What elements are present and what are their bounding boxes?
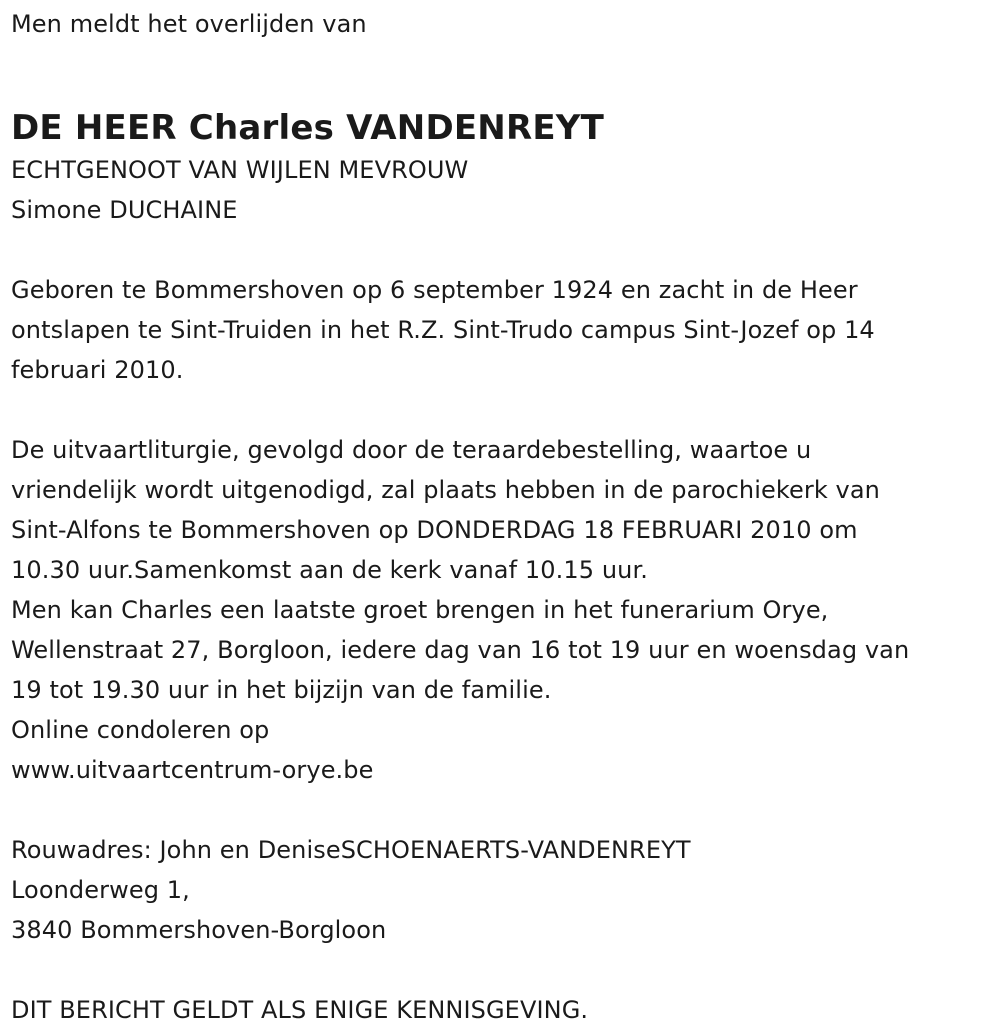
funeral-paragraph <box>11 430 991 790</box>
intro-text: Men meldt het overlijden van <box>11 10 367 38</box>
birth-line: Geboren te Bommershoven op 6 september 1924 en zacht in de Heer <box>11 276 858 304</box>
spacer <box>11 390 991 430</box>
address-line: Rouwadres: John en DeniseSCHOENAERTS-VANDENREYT <box>11 836 691 864</box>
spacer <box>11 790 991 830</box>
funeral-line: 10.30 uur.Samenkomst aan de kerk vanaf 10.15 uur. <box>11 556 648 584</box>
spouse-line-1: ECHTGENOOT VAN WIJLEN MEVROUW <box>11 156 469 184</box>
condolence-label: Online condoleren op <box>11 716 270 744</box>
mourning-address <box>11 830 991 950</box>
spacer <box>11 950 991 990</box>
spacer <box>11 230 991 270</box>
funeral-line: Wellenstraat 27, Borgloon, iedere dag van 16 tot 19 uur en woensdag van <box>11 636 910 664</box>
funeral-line: 19 tot 19.30 uur in het bijzijn van de familie. <box>11 676 552 704</box>
birth-paragraph <box>11 270 991 390</box>
birth-line: ontslapen te Sint-Truiden in het R.Z. Sint-Trudo campus Sint-Jozef op 14 <box>11 316 875 344</box>
death-notice <box>11 4 991 1030</box>
condolence-website-link[interactable]: www.uitvaartcentrum-orye.be <box>11 756 374 784</box>
funeral-line: De uitvaartliturgie, gevolgd door de teraardebestelling, waartoe u <box>11 436 812 464</box>
birth-line: februari 2010. <box>11 356 184 384</box>
funeral-line: Men kan Charles een laatste groet brengen in het funerarium Orye, <box>11 596 829 624</box>
address-line: Loonderweg 1, <box>11 876 190 904</box>
address-line: 3840 Bommershoven-Borgloon <box>11 916 387 944</box>
closing-statement: DIT BERICHT GELDT ALS ENIGE KENNISGEVING. <box>11 996 589 1024</box>
funeral-line: vriendelijk wordt uitgenodigd, zal plaats hebben in de parochiekerk van <box>11 476 880 504</box>
deceased-name-heading: DE HEER Charles VANDENREYT <box>11 108 604 148</box>
spouse-line-2: Simone DUCHAINE <box>11 196 238 224</box>
funeral-line: Sint-Alfons te Bommershoven op DONDERDAG 18 FEBRUARI 2010 om <box>11 516 858 544</box>
